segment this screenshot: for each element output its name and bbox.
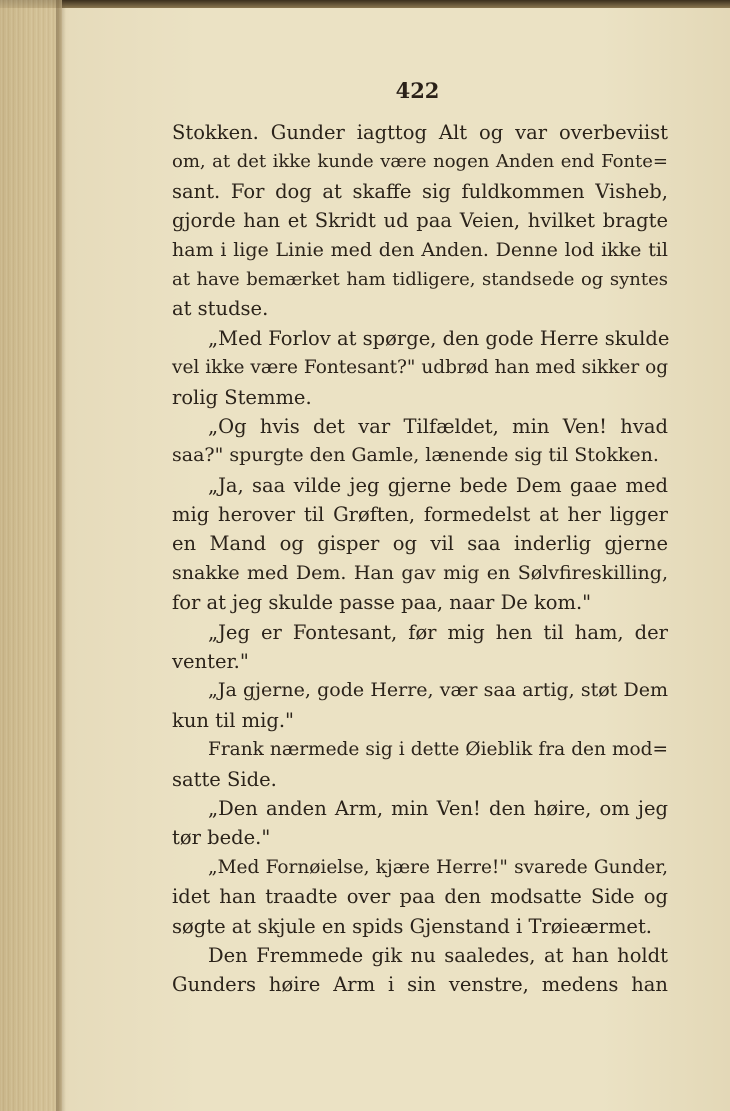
text-line: søgte at skjule en spids Gjenstand i Trøieærmet. [172, 914, 653, 938]
text-line: snakke med Dem. Han gav mig en Sølvfireskilling, [172, 561, 668, 584]
page-stack-edge [0, 0, 62, 1111]
text-line: en Mand og gisper og vil saa inderlig gjerne [172, 532, 668, 556]
text-line: mig herover til Grøften, formedelst at her ligger [172, 503, 668, 527]
text-line: om, at det ikke kunde være nogen Anden end Fonte= [172, 151, 668, 173]
text-line: „Jeg er Fontesant, før mig hen til ham, der [208, 620, 668, 644]
text-line: Frank nærmede sig i dette Øieblik fra den mod= [208, 739, 668, 761]
text-line: saa?" spurgte den Gamle, lænende sig til Stokken. [172, 444, 659, 467]
text-line: satte Side. [172, 767, 277, 791]
text-line: vel ikke være Fontesant?" udbrød han med sikker og [172, 357, 669, 379]
top-border [0, 0, 730, 8]
text-line: „Med Forlov at spørge, den gode Herre skulde [208, 326, 670, 350]
text-line: Stokken. Gunder iagttog Alt og var overbeviist [172, 121, 668, 144]
text-line: idet han traadte over paa den modsatte Side og [172, 885, 668, 909]
text-line: „Og hvis det var Tilfældet, min Ven! hvad [208, 414, 668, 438]
text-line: tør bede." [172, 826, 271, 850]
text-line: „Den anden Arm, min Ven! den høire, om jeg [208, 796, 668, 820]
text-line: kun til mig." [172, 708, 295, 732]
text-line: at studse. [172, 297, 269, 321]
text-line: sant. For dog at skaffe sig fuldkommen Visheb, [172, 179, 668, 203]
text-line: gjorde han et Skridt ud paa Veien, hvilket bragte [172, 209, 668, 233]
gutter-shadow [56, 0, 66, 1111]
text-line: rolig Stemme. [172, 385, 312, 409]
text-line: ham i lige Linie med den Anden. Denne lod ikke til [172, 238, 668, 261]
text-line: „Ja, saa vilde jeg gjerne bede Dem gaae med [208, 473, 668, 497]
text-line: venter." [172, 650, 249, 674]
text-line: for at jeg skulde passe paa, naar De kom." [172, 591, 592, 615]
text-line: Den Fremmede gik nu saaledes, at han holdt [208, 943, 668, 967]
text-line: „Ja gjerne, gode Herre, vær saa artig, støt Dem [208, 679, 668, 702]
text-line: Gunders høire Arm i sin venstre, medens han [172, 973, 668, 997]
body-text [172, 118, 668, 1000]
page-number: 422 [395, 78, 440, 103]
text-line: „Med Fornøielse, kjære Herre!" svarede Gunder, [208, 856, 668, 878]
text-line: at have bemærket ham tidligere, standsede og syntes [172, 268, 668, 290]
